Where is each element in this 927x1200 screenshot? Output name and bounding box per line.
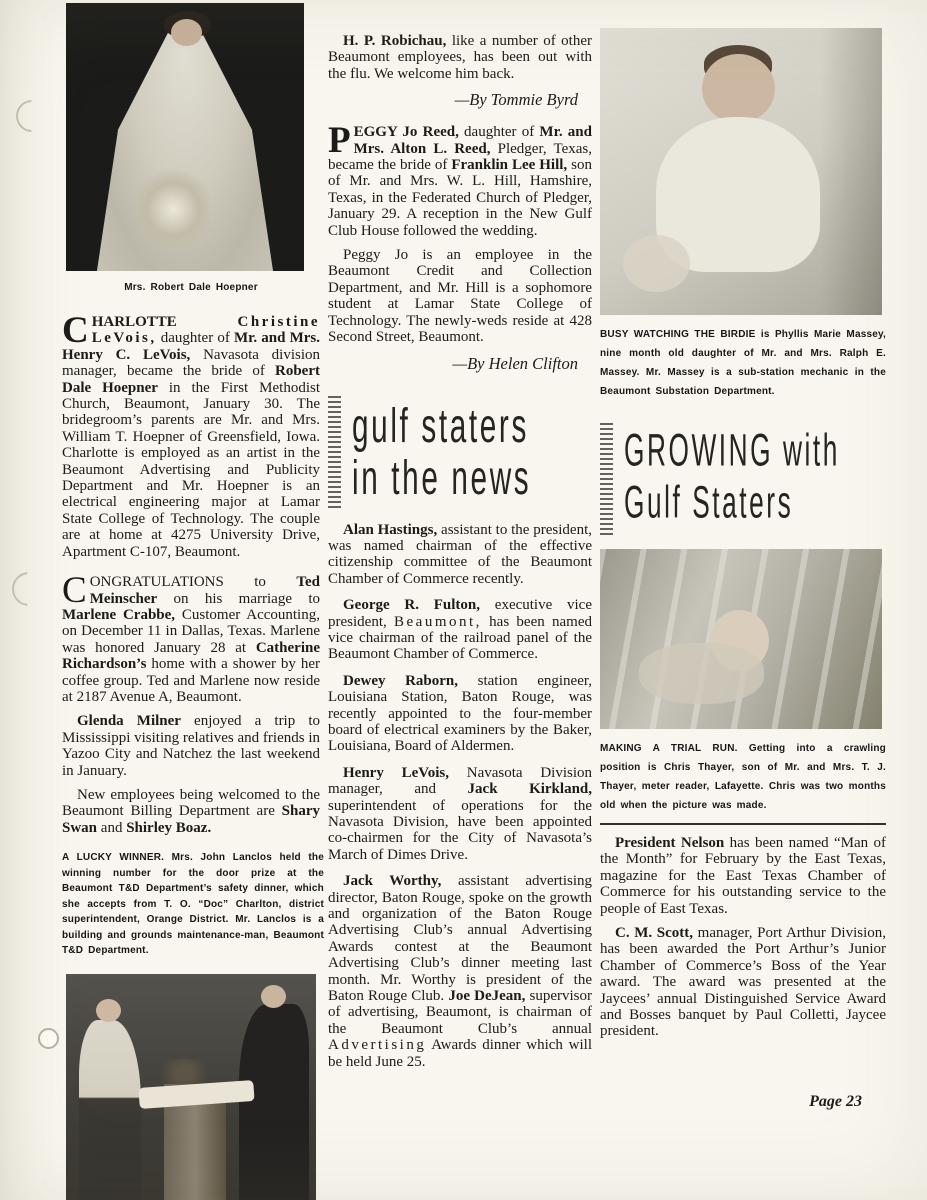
heading-line-2 [352,449,592,505]
separator-rule [600,823,886,825]
heading-line-1 [352,397,592,453]
dropcap-letter: C [62,570,87,612]
page-number: Page 23 [809,1093,862,1110]
baby-body-shape [639,643,763,704]
heading-text: gulf staters [352,397,529,453]
article-glenda-text: Glenda Milner enjoyed a trip to Mississippi visiting relatives and friends in Yazoo City and Natchez the last weekend in January. [62,713,321,779]
article-cm-scott [600,925,886,1040]
toy-shape [623,235,691,292]
article-charlotte-text: HARLOTTE Christine LeVois, daughter of Mr. and Mrs. Henry C. LeVois, Navasota division manager, became the bride of Robert Dale Hoepner in the First Methodist Church, Beaumont, January 30. The bridegroom’s parents are Mr. and Mrs. William T. Hoepner of Greensfield, Iowa. Charlotte is employed as an artist in the Beaumont Advertising and Publicity Department and Mr. Hoepner is an electrical engineering major at Lamar State College of Technology. The couple are at home at 4275 University Drive, Apartment C-107, Beaumont. [62,314,320,560]
woman-face-shape [96,999,121,1022]
punch-hole-top [16,100,48,132]
middle-column [328,33,592,1078]
news-item-george-fulton [328,597,592,663]
dropcap-letter: C [62,310,89,351]
heading-text: Gulf Staters [624,476,794,528]
heading-text: GROWING with [624,424,840,476]
punch-hole-bottom [38,1028,59,1049]
news-item-text: Dewey Raborn, station engineer, Louisiana Station, Baton Rouge, was recently appointed to the four-member board of electrical examiners by the Baker, Louisiana, Board of Aldermen. [328,672,592,755]
left-column [62,3,324,959]
article-new-employees [62,787,320,836]
article-peggy-reed-2 [328,247,592,345]
wedding-photo [66,3,304,271]
news-item-jack-worthy [328,873,592,1070]
news-item-dewey-raborn [328,673,592,755]
news-item-henry-levois [328,765,592,863]
article-peggy-text: EGGY Jo Reed, daughter of Mr. and Mrs. Alton L. Reed, Pledger, Texas, became the bride of Franklin Lee Hill, son of Mr. and Mrs. W. L. Hill, Hamshire, Texas, in the Federated Church of Pledger, January 29. A reception in the New Gulf Club House followed the wedding. [328,124,592,239]
right-column [600,28,886,1048]
bride-bouquet-shape [137,164,208,255]
heading-text: in the news [352,449,532,505]
article-president-nelson [600,835,886,917]
lucky-winner-photo [66,974,316,1200]
news-item-text: Henry LeVois, Navasota Division manager, and Jack Kirkland, superintendent of operations for the Navasota Division, have been appointed co-chairmen for the City of Navasota’s March of Dimes Drive. [328,764,593,863]
news-item-text: George R. Fulton, executive vice president, Beaumont, has been named vice chairman of the railroad panel of the Beaumont Chamber of Commerce. [328,597,592,663]
busy-watching-caption: BUSY WATCHING THE BIRDIE is Phyllis Marie Massey, nine month old daughter of Mr. and Mrs. Ralph E. Massey. Mr. Massey is a sub-station mechanic in the Beaumont Substation Department. [600,329,886,397]
article-robichau [328,33,592,82]
byline-tommie-byrd: —By Tommie Byrd [454,90,578,110]
heading-line-2 [624,476,886,531]
article-new-employees-text: New employees being welcomed to the Beaumont Billing Department are Shary Swan and Shirley Boaz. [62,786,320,836]
article-peggy-reed [328,120,592,239]
news-item-alan-hastings [328,522,592,588]
photo-shadow-shape [820,28,882,315]
news-item-text: Alan Hastings, assistant to the president, was named chairman of the effective citizenship committee of the Beaumont Chamber of Commerce recently. [328,521,592,587]
trial-run-caption: MAKING A TRIAL RUN. Getting into a crawling position is Chris Thayer, son of Mr. and Mrs. T. J. Thayer, meter reader, Lafayette. Chris was two months old when the picture was made. [600,743,886,811]
article-congratulations-text: ONGRATULATIONS to Ted Meinscher on his marriage to Marlene Crabbe, Customer Accounting, on December 11 in Dallas, Texas. Marlene was honored January 28 at Catherine Richardson’s home with a shower by her coffee group. Ted and Marlene now reside at 2187 Avenue A, Beaumont. [62,574,320,705]
section-heading-gulf-staters [328,397,592,505]
section-heading-growing [600,424,886,531]
decorative-stripe-bar [600,423,613,537]
baby-face-shape [702,54,775,123]
woman-figure-shape [79,1020,142,1200]
dropcap-letter: P [328,120,351,162]
heading-line-1 [624,424,886,479]
decorative-stripe-bar [328,396,341,510]
baby-crib-photo [600,549,882,729]
punch-hole-middle [12,572,46,606]
article-nelson-text: President Nelson has been named “Man of the Month” for February by the East Texas, magazine for the East Texas Chamber of Commerce for his outstanding service to the people of East Texas. [600,835,886,917]
article-scott-text: C. M. Scott, manager, Port Arthur Division, has been awarded the Port Arthur’s Junior Chamber of Commerce’s Boss of the Year award. The award was presented at the Jaycees’ annual Distinguished Service Award and Bosses banquet by Paul Colletti, Jaycee president. [600,925,886,1040]
byline-helen-clifton: —By Helen Clifton [452,353,578,373]
bride-face-shape [171,19,202,46]
lucky-winner-caption: A LUCKY WINNER. Mrs. John Lanclos held the winning number for the door prize at the Beaumont T&D Department’s safety dinner, which she accepts from T. O. “Doc” Charlton, district superintendent, Orange District. Mr. Lanclos is a building and grounds maintenance-man, Beaumont T&D Department. [62,852,324,957]
news-item-text: Jack Worthy, assistant advertising director, Baton Rouge, spoke on the growth and organization of the Baton Rouge Advertising Club’s annual Advertising Awards contest at the Beaumont Advertising Club’s dinner meeting last month. Mr. Worthy is president of the Baton Rouge Club. Joe DeJean, supervisor of advertising, Beaumont, is chairman of the Beaumont Club’s annual Advertising Awards dinner which will be held June 25. [328,873,592,1070]
man-figure-shape [239,1004,309,1200]
article-glenda-milner [62,713,320,779]
article-robichau-text: H. P. Robichau, like a number of other Beaumont employees, has been out with the flu. We welcome him back. [328,33,592,82]
wedding-photo-caption: Mrs. Robert Dale Hoepner [124,282,258,293]
article-congratulations [62,570,320,705]
article-peggy2-text: Peggy Jo is an employee in the Beaumont Credit and Collection Department, and Mr. Hill is a sophomore student at Lamar State College of Technology. The newly-weds reside at 428 Second Street, Beaumont. [328,247,592,346]
article-charlotte [62,310,320,560]
baby-portrait-photo [600,28,882,315]
